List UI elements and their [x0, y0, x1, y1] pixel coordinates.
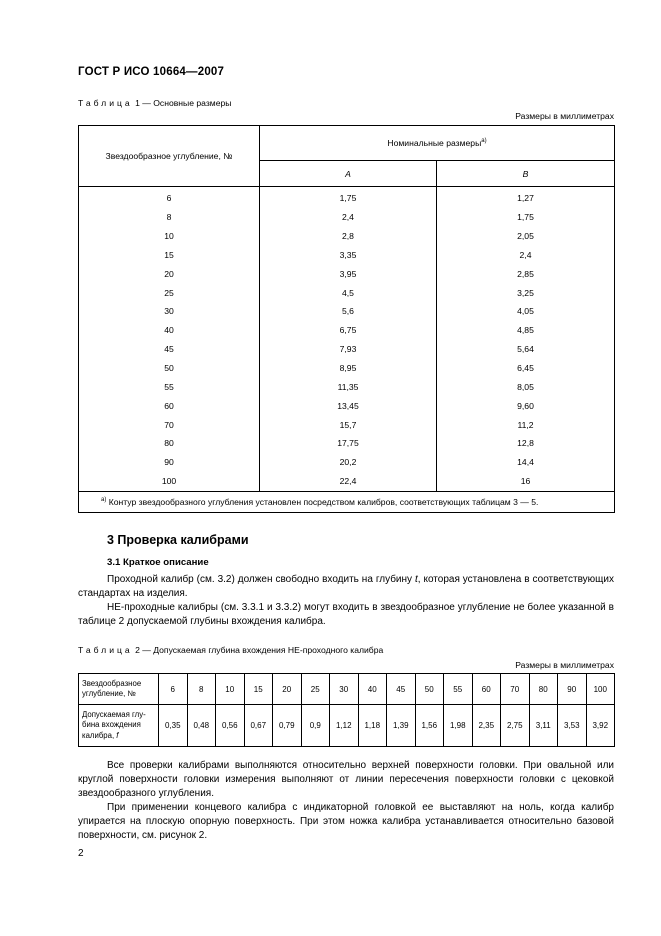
table1-cell-a: 15,7	[260, 415, 437, 434]
table2-cell-depth: 2,75	[501, 705, 530, 747]
table1-cell-number: 100	[79, 472, 260, 491]
body-text	[78, 759, 614, 843]
table1-cell-a: 6,75	[260, 321, 437, 340]
table1-cell-number: 60	[79, 396, 260, 415]
table1-cell-number: 10	[79, 227, 260, 246]
subsection-heading: 3.1 Краткое описание	[107, 557, 209, 568]
table2-cell-depth: 3,53	[558, 705, 587, 747]
table2-row-depths	[79, 705, 615, 747]
table1-cell-a: 3,35	[260, 246, 437, 265]
table1-cell-b: 1,27	[437, 187, 615, 208]
table1-cell-a: 3,95	[260, 264, 437, 283]
paragraph-no-go-gauge: НЕ-проходные калибры (см. 3.3.1 и 3.3.2) могут входить в звездообразное углубление не более указанной в таблице 2 допускаемой глубины вхождения калибра.	[78, 602, 614, 627]
table1-row	[79, 472, 615, 491]
table2-row2-label-line3: калибра,	[82, 730, 117, 740]
table2-cell-number: 15	[244, 674, 273, 705]
table1-group-header-note: a)	[481, 138, 487, 145]
paragraph-pass-gauge	[78, 573, 614, 601]
table1-row	[79, 187, 615, 208]
table1-cell-b: 1,75	[437, 208, 615, 227]
table1-cell-number: 70	[79, 415, 260, 434]
table2-cell-number: 45	[387, 674, 416, 705]
table1-row	[79, 208, 615, 227]
table1-group-header	[260, 126, 615, 161]
table2-cell-depth: 1,56	[415, 705, 444, 747]
table1-cell-number: 8	[79, 208, 260, 227]
table1-cell-a: 2,8	[260, 227, 437, 246]
table1-cell-number: 6	[79, 187, 260, 208]
table1-stub-header: Звездообразное углубление, №	[79, 126, 260, 187]
table1-cell-b: 11,2	[437, 415, 615, 434]
table1-cell-a: 22,4	[260, 472, 437, 491]
table1-group-header-text: Номинальные размеры	[387, 138, 482, 148]
table2-cell-depth: 0,56	[216, 705, 245, 747]
table1-row	[79, 396, 615, 415]
table1-cell-b: 4,05	[437, 302, 615, 321]
table1-row	[79, 321, 615, 340]
table2-cell-depth: 1,98	[444, 705, 473, 747]
table2-cell-depth: 0,48	[187, 705, 216, 747]
paragraph-indicator: При применении концевого калибра с индикаторной головкой ее выставляют на ноль, когда калибр упирается на плоскую опорную поверхность. При этом ножка калибра устанавливается относительно базовой поверхности, см. рисунок 2.	[78, 802, 614, 841]
standard-code: ГОСТ Р ИСО 10664—2007	[78, 66, 225, 78]
table1-cell-number: 20	[79, 264, 260, 283]
table2-cell-depth: 0,9	[301, 705, 330, 747]
table2-cell-number: 8	[187, 674, 216, 705]
table1-main-dimensions	[78, 125, 615, 513]
table1-cell-a: 8,95	[260, 359, 437, 378]
table1-header-row	[79, 126, 615, 161]
p1-var: t	[414, 574, 418, 585]
table1-footnote-mark: a)	[101, 496, 107, 503]
table1-cell-a: 13,45	[260, 396, 437, 415]
table2-cell-number: 40	[358, 674, 387, 705]
table2-cell-number: 10	[216, 674, 245, 705]
table1-col-a: A	[260, 161, 437, 187]
table1-row	[79, 434, 615, 453]
table1-cell-number: 30	[79, 302, 260, 321]
p1-before: Проходной калибр (см. 3.2) должен свободно входить на глубину	[107, 574, 415, 585]
table1-row	[79, 227, 615, 246]
table1-cell-a: 2,4	[260, 208, 437, 227]
table1-row	[79, 359, 615, 378]
table2-units: Размеры в миллиметрах	[515, 660, 614, 670]
table2-cell-depth: 0,35	[159, 705, 188, 747]
table1-cell-number: 90	[79, 453, 260, 472]
table2-row2-label-line2: бина вхождения	[82, 720, 141, 730]
paragraph-head-surface: Все проверки калибрами выполняются относительно верхней поверхности головки. При овальной или круглой поверхности головки измерения выполняют от линии пересечения поверхности головки с цековкой звездообразного углубления.	[78, 760, 614, 799]
table2-cell-number: 90	[558, 674, 587, 705]
table1-cell-a: 5,6	[260, 302, 437, 321]
table1-units: Размеры в миллиметрах	[515, 111, 614, 121]
table2-cell-number: 60	[472, 674, 501, 705]
table1-cell-b: 2,05	[437, 227, 615, 246]
table2-cell-number: 6	[159, 674, 188, 705]
table2-cell-depth: 3,92	[586, 705, 615, 747]
table1-footnote	[79, 491, 615, 512]
table2-row-numbers	[79, 674, 615, 705]
page-number: 2	[78, 848, 84, 859]
table2-cell-number: 20	[273, 674, 302, 705]
table2-row1-label	[79, 674, 159, 705]
table1-row	[79, 302, 615, 321]
table1-col-b: B	[437, 161, 615, 187]
table2-cell-depth: 2,35	[472, 705, 501, 747]
table2-cell-number: 30	[330, 674, 359, 705]
table2-row2-label-var: f	[116, 730, 119, 740]
table1-cell-b: 3,25	[437, 283, 615, 302]
table2-cell-depth: 1,12	[330, 705, 359, 747]
table1-caption-title: 1 — Основные размеры	[132, 98, 232, 108]
table1-row	[79, 246, 615, 265]
table2-cell-number: 55	[444, 674, 473, 705]
table1-cell-b: 14,4	[437, 453, 615, 472]
table1-cell-b: 2,4	[437, 246, 615, 265]
table1-caption-word: Таблица	[78, 98, 133, 108]
table2-row1-label-line1: Звездообразное	[82, 678, 142, 688]
table1-caption	[78, 98, 231, 108]
table2-cell-number: 100	[586, 674, 615, 705]
table1-cell-number: 25	[79, 283, 260, 302]
table2-cell-depth: 0,79	[273, 705, 302, 747]
table1-cell-number: 40	[79, 321, 260, 340]
table1-cell-b: 5,64	[437, 340, 615, 359]
table1-cell-number: 50	[79, 359, 260, 378]
table2-cell-depth: 3,11	[529, 705, 558, 747]
table1-cell-number: 55	[79, 377, 260, 396]
table1-cell-number: 80	[79, 434, 260, 453]
table2-cell-depth: 1,39	[387, 705, 416, 747]
table1-cell-a: 1,75	[260, 187, 437, 208]
table2-caption	[78, 645, 383, 655]
table1-cell-b: 6,45	[437, 359, 615, 378]
table1-cell-b: 9,60	[437, 396, 615, 415]
table2-cell-number: 70	[501, 674, 530, 705]
table1-cell-a: 4,5	[260, 283, 437, 302]
section-heading: 3 Проверка калибрами	[107, 533, 249, 547]
table1-row	[79, 264, 615, 283]
table1-cell-number: 15	[79, 246, 260, 265]
table1-cell-b: 4,85	[437, 321, 615, 340]
table1-cell-a: 11,35	[260, 377, 437, 396]
table2-row2-label	[79, 705, 159, 747]
table2-cell-number: 50	[415, 674, 444, 705]
table2-permissible-depth	[78, 673, 615, 747]
table1-footnote-text: Контур звездообразного углубления установлен посредством калибров, соответствующих таблицам 3 — 5.	[106, 496, 539, 507]
table1-cell-a: 20,2	[260, 453, 437, 472]
table1-row	[79, 453, 615, 472]
table2-row1-label-line2: углубление, №	[82, 689, 136, 698]
p1-after: , которая установлена в соответствующих стандартах на изделия.	[78, 574, 614, 599]
table2-row2-label-line1: Допускаемая глу-	[82, 709, 146, 719]
table2-cell-depth: 1,18	[358, 705, 387, 747]
table1-footnote-row	[79, 491, 615, 512]
table1-cell-b: 2,85	[437, 264, 615, 283]
table1-row	[79, 283, 615, 302]
table1-cell-b: 8,05	[437, 377, 615, 396]
table2-caption-title: 2 — Допускаемая глубина вхождения НЕ-проходного калибра	[132, 645, 384, 655]
table2-cell-number: 80	[529, 674, 558, 705]
table1-row	[79, 377, 615, 396]
table1-cell-number: 45	[79, 340, 260, 359]
table2-cell-depth: 0,67	[244, 705, 273, 747]
table1-cell-b: 16	[437, 472, 615, 491]
table1-cell-a: 7,93	[260, 340, 437, 359]
table2-cell-number: 25	[301, 674, 330, 705]
table1-row	[79, 415, 615, 434]
table2-caption-word: Таблица	[78, 645, 133, 655]
section3-text	[78, 573, 614, 629]
table1-cell-a: 17,75	[260, 434, 437, 453]
table1-cell-b: 12,8	[437, 434, 615, 453]
table1-row	[79, 340, 615, 359]
